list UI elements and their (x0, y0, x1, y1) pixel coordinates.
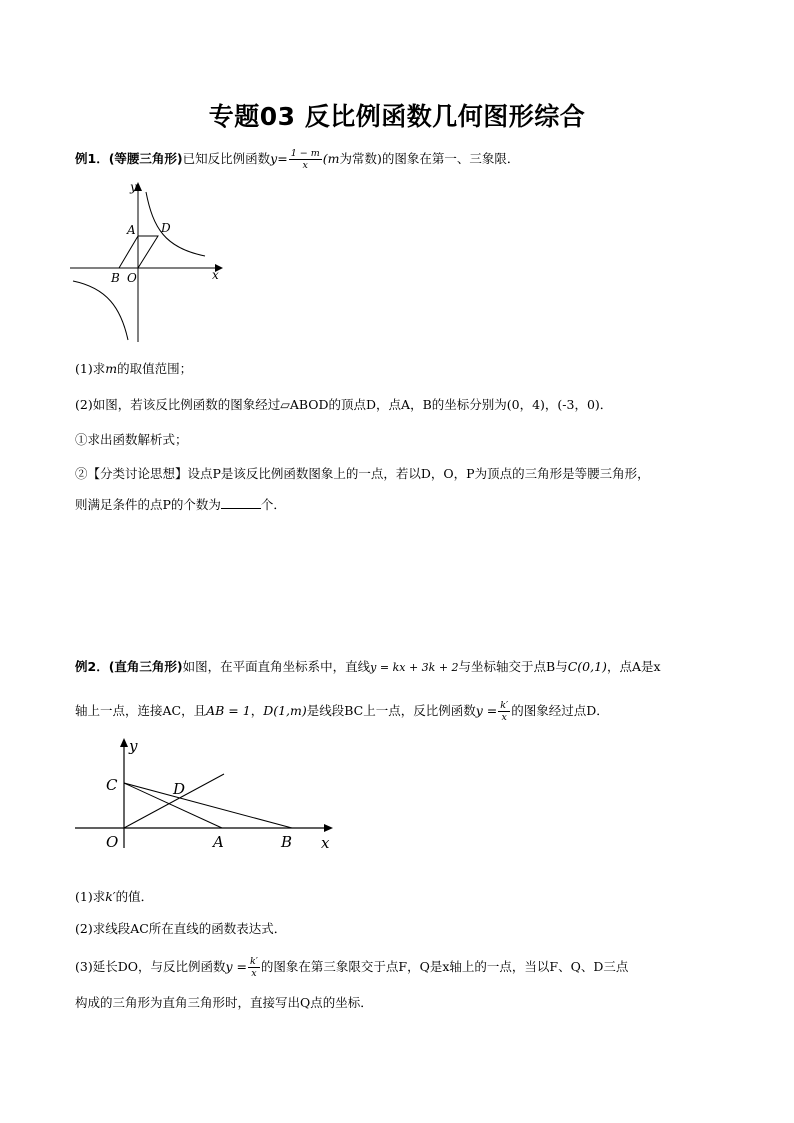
line2-text-c: 是线段BC上一点，反比例函数 (306, 703, 476, 718)
example-2-q3-fraction (248, 956, 260, 979)
q2-2-text-a: 则满足条件的点P的个数为 (75, 497, 221, 512)
point-c-label: C (106, 776, 118, 794)
example-2-q1 (75, 888, 153, 906)
line2-text-d: 的图象经过点D． (511, 703, 609, 718)
point-d-label: D (173, 780, 186, 798)
example-1-q2-1: ①求出函数解析式； (75, 432, 188, 447)
q2-2-text-b: 个． (260, 497, 286, 512)
example-2-q2: (2)求线段AC所在直线的函数表达式． (75, 921, 287, 936)
y-axis-arrow-icon (120, 738, 128, 747)
example-1-label: 例1． (75, 151, 109, 166)
y-label: y (130, 180, 137, 194)
q3-text-b: 的图象在第三象限交于点F，Q是x轴上的一点，当以F、Q、D三点 (260, 959, 629, 974)
hyperbola-branch-1 (146, 192, 205, 256)
origin-label: O (106, 833, 119, 851)
example-1-y: y (270, 151, 278, 166)
x-label: x (212, 268, 219, 282)
example-1-statement (75, 148, 519, 171)
example-1-q2-2-cont (75, 496, 286, 514)
example-2-text-b: 与坐标轴交于点B与 (458, 659, 568, 674)
x-label: x (321, 834, 330, 852)
example-1-paren-m: (m (322, 151, 340, 166)
q1-text-a: (1)求 (75, 361, 106, 376)
example-2-statement-line2 (75, 700, 609, 723)
y-label: y (129, 737, 138, 755)
point-a-label: A (213, 833, 224, 851)
example-1-figure (65, 178, 235, 346)
example-2-fraction (498, 700, 510, 723)
example-1-text-a: 已知反比例函数 (182, 151, 271, 166)
example-2-text-c: ，点A是x (606, 659, 661, 674)
line2-text-b: ， (250, 703, 264, 718)
example-2-tag: (直角三角形) (108, 659, 183, 674)
point-d-label: D (161, 221, 171, 235)
line2-y-eq: y = (475, 703, 498, 718)
example-1-eq-sign: = (277, 151, 288, 166)
fraction-denominator: x (251, 968, 257, 979)
example-2-statement (75, 658, 661, 677)
example-1-q2: (2)如图，若该反比例函数的图象经过▱ABOD的顶点D，点A，B的坐标分别为(0，4)，(-3，0)． (75, 397, 613, 412)
fraction-denominator: x (302, 160, 308, 171)
example-2-label: 例2． (75, 659, 109, 674)
point-b-label: B (111, 271, 120, 285)
x-axis-arrow-icon (324, 824, 333, 832)
example-2-q3 (75, 956, 628, 979)
fraction-numerator: 1 − m (290, 148, 320, 159)
q3-text-a: (3)延长DO，与反比例函数 (75, 959, 226, 974)
fraction-denominator: x (501, 712, 507, 723)
example-1-q2-2: ②【分类讨论思想】设点P是该反比例函数图象上的一点，若以D，O，P为顶点的三角形是等腰三角形， (75, 466, 650, 481)
q1-text-a: (1)求 (75, 889, 106, 904)
line2-text-a: 轴上一点，连接AC，且 (75, 703, 207, 718)
example-2-q3-cont: 构成的三角形为直角三角形时，直接写出Q点的坐标． (75, 995, 373, 1010)
line-equation: y = kx + 3k + 2 (370, 661, 459, 674)
hyperbola-branch-3 (73, 281, 128, 340)
fraction-numerator: k′ (250, 956, 258, 967)
q3-y-eq: y = (225, 959, 247, 974)
point-d-coord: D(1,m) (263, 703, 307, 718)
answer-blank[interactable] (221, 496, 261, 509)
point-a-label: A (127, 223, 136, 237)
q1-text-b: 的值． (115, 889, 154, 904)
example-1-fraction (289, 148, 322, 171)
origin-label: O (127, 271, 137, 285)
ab-equation: AB = 1 (206, 703, 251, 718)
page-title: 专题03 反比例函数几何图形综合 (208, 102, 586, 131)
example-2-text-a: 如图，在平面直角坐标系中，直线 (182, 659, 371, 674)
q1-m: m (105, 361, 118, 376)
fraction-numerator: k′ (500, 700, 509, 711)
example-1-tag: (等腰三角形) (108, 151, 183, 166)
example-1-text-b: 为常数)的图象在第一、三象限． (339, 151, 520, 166)
point-b-label: B (281, 833, 293, 851)
example-2-figure (70, 736, 340, 856)
q1-k: k′ (105, 889, 116, 904)
point-c-coord: C(0,1) (567, 659, 607, 674)
example-1-q1 (75, 360, 192, 378)
q1-text-b: 的取值范围； (117, 361, 193, 376)
